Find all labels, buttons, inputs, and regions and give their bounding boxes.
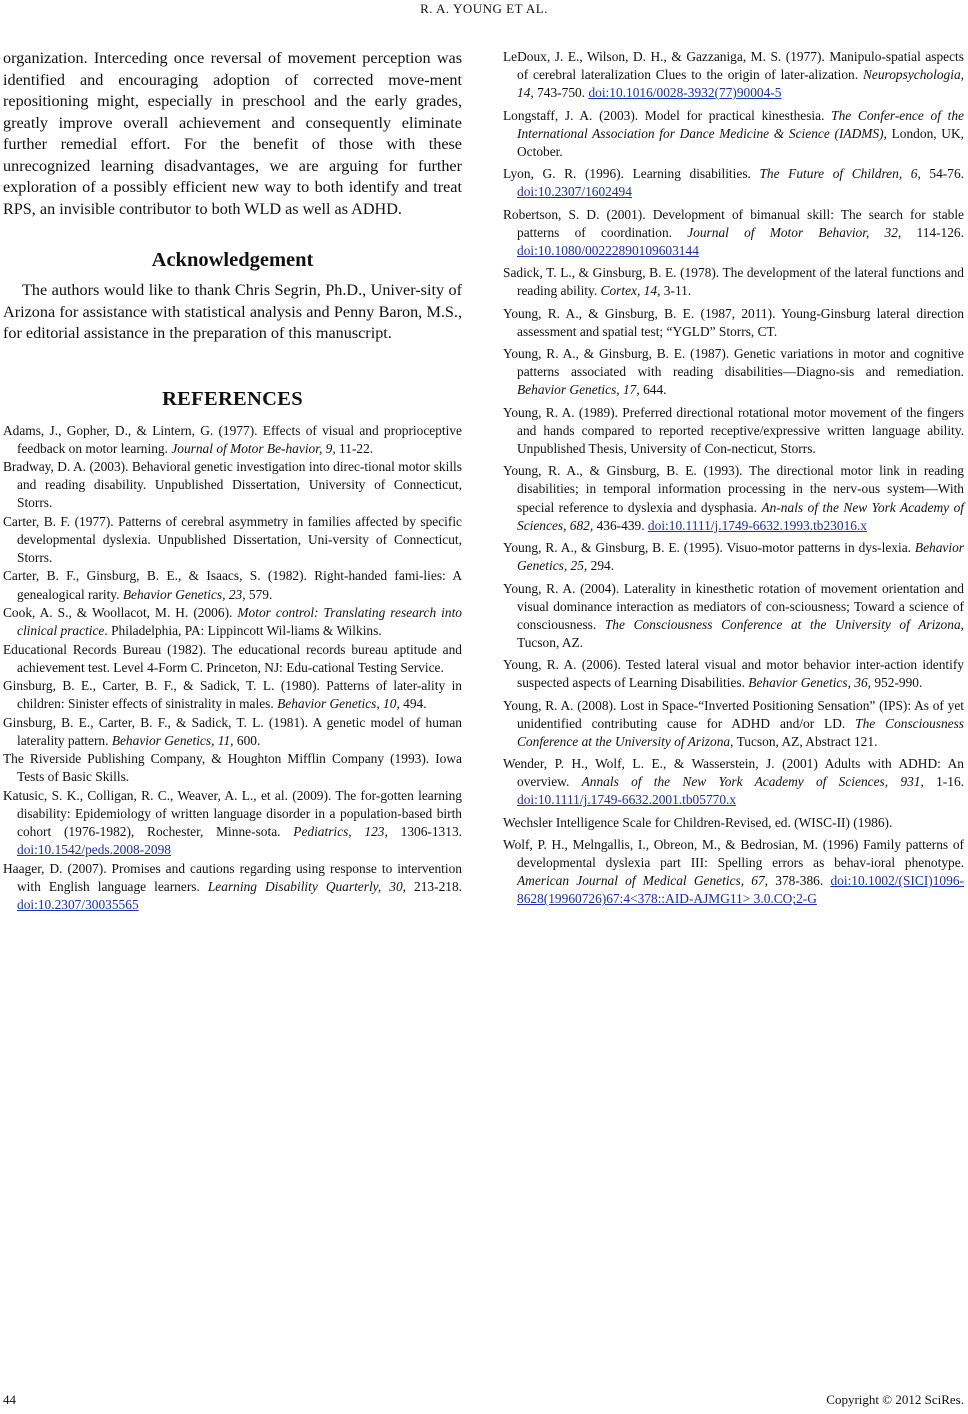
reference-text: Bradway, D. A. (2003). Behavioral genetic investigation into direc-tional motor skills and reading disability. Unpublished Dissertation, University of Connecticut, Storrs.: [3, 459, 462, 511]
reference-pages: 952-990.: [871, 675, 923, 691]
reference-text: Longstaff, J. A. (2003). Model for practical kinesthesia.: [503, 107, 832, 123]
reference-entry: [503, 404, 964, 458]
references-list-left: [3, 422, 462, 914]
reference-entry: [3, 604, 462, 640]
acknowledgement-text: The authors would like to thank Chris Segrin, Ph.D., Univer-sity of Arizona for assistance with statistical analysis and Penny Baron, M.S., for editorial assistance in the preparation of this manuscript.: [3, 281, 462, 342]
reference-pages: 213-218.: [406, 878, 462, 894]
reference-doi-link[interactable]: doi:10.1016/0028-3932(77)90004-5: [588, 85, 782, 101]
reference-text: Robertson, S. D. (2001). Development of bimanual skill: The search for stable patterns of coordination.: [503, 206, 964, 240]
reference-text: Educational Records Bureau (1982). The educational records bureau aptitude and achievement test. Level 4-Form C. Princeton, NJ: Edu-cational Testing Service.: [3, 641, 462, 675]
reference-pages: Tucson, AZ.: [517, 634, 584, 650]
reference-doi-link[interactable]: doi:10.2307/1602494: [517, 184, 632, 200]
reference-pages: 11-22.: [335, 440, 374, 456]
reference-text: Ginsburg, B. E., Carter, B. F., & Sadick, T. L. (1981). A genetic model of human laterality pattern.: [3, 714, 462, 748]
reference-entry: [503, 697, 964, 751]
reference-journal: American Journal of Medical Genetics, 67,: [517, 873, 769, 889]
reference-pages: 3-11.: [660, 283, 692, 299]
reference-journal: Behavior Genetics, 36,: [748, 675, 872, 691]
reference-entry: [3, 422, 462, 458]
reference-text: Young, R. A., & Ginsburg, B. E. (1993). The directional motor link in reading disabilities; in temporal information processing in the nerv-ous system—With special reference to dyslexia and dysphasia.: [503, 463, 964, 515]
reference-text: Katusic, S. K., Colligan, R. C., Weaver, A. L., et al. (2009). The for-gotten learning disability: Epidemiology of written language disorder in a population-based birth cohort (1976-1982), Rochester, Minne-sota.: [3, 787, 462, 840]
right-column: [503, 48, 964, 913]
reference-journal: Behavior Genetics, 17,: [517, 382, 640, 398]
reference-doi-link[interactable]: doi:10.1080/00222890109603144: [517, 242, 699, 258]
reference-text: Haager, D. (2007). Promises and cautions regarding using response to intervention with English language learners.: [3, 860, 462, 894]
reference-text: Young, R. A. (1989). Preferred directional rotational motor movement of the fingers and hands compared to reported receptive/expressive written language ability. Unpublished Thesis, University of Con-necticut, Storrs.: [503, 404, 964, 456]
reference-text: LeDoux, J. E., Wilson, D. H., & Gazzaniga, M. S. (1977). Manipulo-spatial aspects of cerebral lateralization Clues to the origin of later-alization.: [503, 49, 964, 83]
reference-journal: Annals of the New York Academy of Sciences, 931,: [581, 774, 924, 790]
reference-journal: Behavior Genetics, 10,: [277, 696, 400, 712]
reference-entry: [503, 107, 964, 161]
reference-pages: 436-439.: [593, 517, 648, 533]
reference-entry: [503, 755, 964, 809]
reference-text: The Riverside Publishing Company, & Houghton Mifflin Company (1993). Iowa Tests of Basic Skills.: [3, 751, 462, 785]
reference-text: Young, R. A. (2006). Tested lateral visual and motor behavior inter-action identify suspected aspects of Learning Disabilities.: [503, 657, 964, 691]
reference-pages: . Philadelphia, PA: Lippincott Wil-liams & Wilkins.: [104, 623, 382, 639]
reference-doi-link[interactable]: doi:10.2307/30035565: [17, 896, 139, 912]
reference-journal: Pediatrics, 123,: [293, 824, 388, 840]
reference-pages: 743-750.: [533, 85, 589, 101]
reference-entry: [3, 513, 462, 567]
reference-pages: 1306-1313.: [387, 824, 462, 840]
reference-pages: 114-126.: [901, 224, 964, 240]
reference-pages: London, UK, October.: [517, 125, 964, 159]
references-heading: REFERENCES: [162, 387, 303, 410]
running-head: R. A. YOUNG ET AL.: [420, 1, 548, 16]
reference-entry: [503, 48, 964, 102]
reference-text: Young, R. A. (2004). Laterality in kinesthetic rotation of movement orientation and visual dominance interaction as mediators of con-sciousness; Toward a science of consciousness.: [503, 580, 964, 632]
reference-entry: [503, 206, 964, 260]
reference-pages: , Tucson, AZ, Abstract 121.: [730, 733, 878, 749]
reference-text: Young, R. A., & Ginsburg, B. E. (1995). Visuo-motor patterns in dys-lexia.: [503, 540, 915, 556]
reference-journal: Learning Disability Quarterly, 30,: [207, 878, 406, 894]
reference-journal: Behavior Genetics, 11,: [111, 732, 234, 748]
reference-entry: [3, 458, 462, 512]
reference-entry: [3, 714, 462, 750]
reference-entry: [3, 860, 462, 914]
reference-journal: The Consciousness Conference at the University of Arizona,: [604, 616, 964, 632]
reference-text: Young, R. A., & Ginsburg, B. E. (1987, 2011). Young-Ginsburg lateral direction assessment and spatial test; “YGLD” Storrs, CT.: [503, 305, 964, 339]
reference-text: Carter, B. F. (1977). Patterns of cerebral asymmetry in families affected by specific developmental dyslexia. Unpublished Dissertation, Uni-versity of Connecticut, Storrs.: [3, 513, 462, 565]
reference-text: Young, R. A., & Ginsburg, B. E. (1987). Genetic variations in motor and cognitive patterns associated with reading disabilities—Diagno-sis and remediation.: [503, 346, 964, 380]
reference-doi-link[interactable]: doi:10.1002/(SICI)1096-8628(19960726)67:4<378::AID-AJMG11> 3.0.CO;2-G: [517, 873, 964, 907]
reference-text: Ginsburg, B. E., Carter, B. F., & Sadick, T. L. (1980). Patterns of later-ality in children: Sinister effects of sinistrality in males.: [3, 678, 462, 712]
left-column: [3, 48, 462, 914]
reference-text: Cook, A. S., & Woollacot, M. H. (2006).: [3, 605, 238, 620]
reference-entry: [503, 814, 964, 832]
reference-entry: [3, 750, 462, 786]
reference-text: Young, R. A. (2008). Lost in Space-“Inverted Positioning Sensation” (IPS): As of yet unidentified contributing cause for ADHD and/or LD.: [503, 697, 964, 731]
page-number: 44: [3, 1392, 16, 1407]
reference-entry: [503, 656, 964, 692]
reference-entry: [503, 580, 964, 652]
reference-pages: 494.: [399, 696, 427, 712]
reference-journal: Neuropsychologia, 14,: [517, 67, 964, 101]
reference-text: Carter, B. F., Ginsburg, B. E., & Isaacs, S. (1982). Right-handed fami-lies: A genealogical rarity.: [3, 568, 462, 602]
reference-text: Wender, P. H., Wolf, L. E., & Wasserstein, J. (2001) Adults with ADHD: An overview.: [503, 756, 964, 790]
reference-text: Lyon, G. R. (1996). Learning disabilities.: [503, 166, 760, 182]
reference-pages: 54-76.: [920, 166, 964, 182]
reference-pages: 579.: [245, 586, 273, 602]
reference-journal: Journal of Motor Be-havior, 9,: [171, 440, 336, 456]
reference-text: Wechsler Intelligence Scale for Children-Revised, ed. (WISC-II) (1986).: [503, 814, 893, 830]
reference-entry: [3, 567, 462, 603]
reference-journal: An-nals of the New York Academy of Sciences, 682,: [517, 499, 964, 533]
reference-pages: 644.: [639, 382, 667, 398]
reference-pages: 294.: [587, 558, 615, 574]
reference-journal: The Consciousness Conference at the University of Arizona: [517, 715, 965, 749]
reference-entry: [3, 641, 462, 677]
reference-journal: Cortex, 14,: [600, 283, 661, 299]
reference-journal: The Confer-ence of the International Association for Dance Medicine & Science (IADMS),: [517, 107, 964, 141]
reference-entry: [503, 462, 964, 534]
reference-entry: [503, 345, 964, 399]
reference-journal: Behavior Genetics, 25,: [517, 540, 964, 574]
reference-text: Wolf, P. H., Melngallis, I., Obreon, M., & Bedrosian, M. (1996) Family patterns of developmental dyslexia part III: Spelling errors as behav-ioral phenotype.: [503, 837, 964, 871]
reference-entry: [503, 165, 964, 201]
acknowledgement-heading: Acknowledgement: [151, 249, 314, 271]
reference-text: Sadick, T. L., & Ginsburg, B. E. (1978). The development of the lateral functions and reading ability.: [503, 265, 964, 299]
reference-pages: 600.: [233, 732, 261, 748]
copyright-notice: Copyright © 2012 SciRes.: [826, 1392, 964, 1407]
intro-paragraph: organization. Interceding once reversal of movement perception was identified and encouraging adoption of corrected move-ment repositioning might, especially in preschool and the early grades, greatly improve overall achievement and consequently eliminate further remedial effort. For the benefit of those with these unrecognized learning disadvantages, we are arguing for further exploration of a possibly efficient new way to both identify and treat RPS, an invisible contributor to both WLD as well as ADHD.: [3, 49, 462, 218]
reference-doi-link[interactable]: doi:10.1542/peds.2008-2098: [17, 842, 171, 858]
reference-doi-link[interactable]: doi:10.1111/j.1749-6632.1993.tb23016.x: [647, 517, 868, 533]
reference-journal: Behavior Genetics, 23,: [122, 586, 246, 602]
references-list-right: [503, 48, 964, 909]
reference-doi-link[interactable]: doi:10.1111/j.1749-6632.2001.tb05770.x: [517, 792, 737, 808]
reference-journal: Journal of Motor Behavior, 32,: [687, 224, 902, 240]
reference-entry: [3, 787, 462, 859]
reference-journal: The Future of Children, 6,: [759, 166, 921, 182]
reference-text: Adams, J., Gopher, D., & Lintern, G. (1977). Effects of visual and proprioceptive feedback on motor learning.: [3, 422, 462, 456]
reference-entry: [503, 264, 964, 300]
reference-entry: [503, 836, 964, 908]
reference-pages: 378-386.: [768, 873, 831, 889]
reference-entry: [503, 305, 964, 341]
reference-entry: [503, 539, 964, 575]
reference-journal: Motor control: Translating research into clinical practice: [17, 605, 462, 639]
reference-entry: [3, 677, 462, 713]
reference-pages: 1-16.: [923, 774, 965, 790]
